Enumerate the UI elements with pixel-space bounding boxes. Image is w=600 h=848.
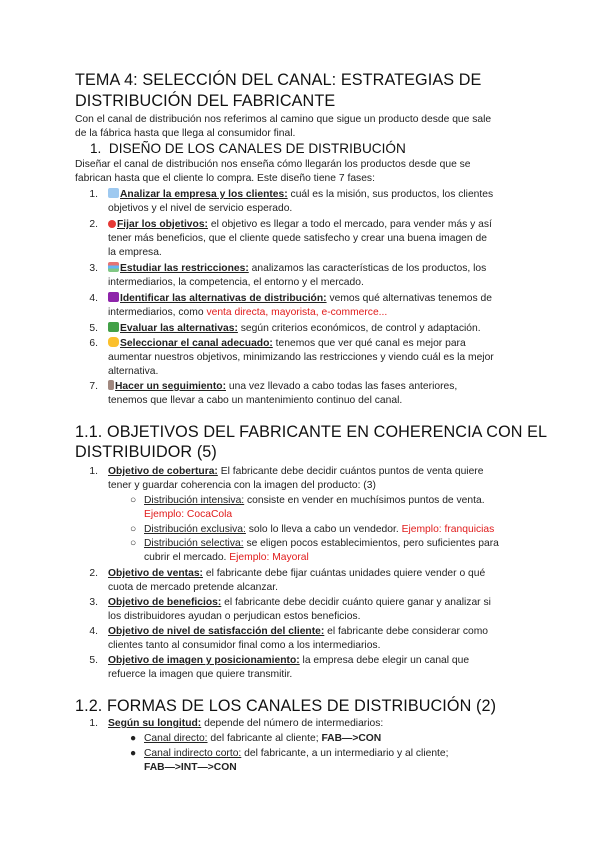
sub-text: consiste en vender en muchísimos puntos de venta. bbox=[244, 495, 485, 506]
item-label: Objetivo de nivel de satisfacción del cliente: bbox=[108, 626, 325, 637]
sub-text: del fabricante, a un intermediario y al cliente; bbox=[241, 748, 449, 759]
sub-bullet-dot: ● bbox=[130, 748, 137, 759]
list-number: 5. bbox=[89, 655, 98, 666]
item-text: según criterios económicos, de control y adaptación. bbox=[237, 323, 481, 334]
item-text: analizamos las características de los productos, los bbox=[248, 263, 487, 274]
list-item bbox=[108, 717, 383, 731]
list-number: 3. bbox=[89, 597, 98, 608]
sub-text: solo lo lleva a cabo un vendedor. bbox=[245, 524, 402, 535]
list-item-cont: aumentar nuestros objetivos, minimizando las restricciones y viendo cuál es la mejor bbox=[108, 352, 494, 363]
item-text: vemos qué alternativas tenemos de bbox=[326, 293, 492, 304]
item-label: Fijar los objetivos: bbox=[117, 219, 208, 230]
sub-bullet-dot: ● bbox=[130, 733, 137, 744]
item-text: el fabricante debe considerar como bbox=[324, 626, 489, 637]
sub-label: Canal indirecto corto: bbox=[144, 748, 242, 759]
list-item-cont: alternativa. bbox=[108, 366, 159, 377]
section1-intro-line2: fabrican hasta que el cliente lo compra. Este diseño tiene 7 fases: bbox=[75, 173, 375, 184]
item-text: cuál es la misión, sus productos, los clientes bbox=[287, 189, 494, 200]
list-item bbox=[108, 218, 492, 232]
list-item-cont: cuota de mercado pretende alcanzar. bbox=[108, 582, 279, 593]
list-item-cont: tenemos que llevar a cabo un mantenimiento continuo del canal. bbox=[108, 395, 403, 406]
list-number: 4. bbox=[89, 293, 98, 304]
list-number: 1. bbox=[89, 189, 98, 200]
sub-label: Distribución selectiva: bbox=[144, 538, 244, 549]
list-item-cont: la empresa. bbox=[108, 247, 162, 258]
list-item-cont: tener y guardar coherencia con la imagen del producto: (3) bbox=[108, 480, 376, 491]
item-label: Hacer un seguimiento: bbox=[115, 381, 226, 392]
sub-bullet-circle: ○ bbox=[130, 538, 137, 549]
walker-icon bbox=[108, 380, 114, 390]
section1-heading bbox=[90, 141, 406, 156]
doc-title-line1: TEMA 4: SELECCIÓN DEL CANAL: ESTRATEGIAS DE bbox=[75, 71, 482, 89]
item-text: una vez llevado a cabo todas las fases anteriores, bbox=[226, 381, 458, 392]
list-number: 7. bbox=[89, 381, 98, 392]
sub-text: cubrir el mercado. bbox=[144, 552, 230, 563]
section11-title-line1: 1.1. OBJETIVOS DEL FABRICANTE EN COHERENCIA CON EL bbox=[75, 423, 548, 441]
sub-label: Canal directo: bbox=[144, 733, 208, 744]
sub-list-item bbox=[144, 537, 499, 551]
item-example: venta directa, mayorista, e-commerce... bbox=[206, 307, 388, 318]
sub-list-item bbox=[144, 494, 485, 508]
list-item-cont bbox=[108, 306, 387, 320]
sub-list-item bbox=[144, 747, 449, 761]
item-text: el objetivo es llegar a todo el mercado, para vender más y así bbox=[207, 219, 492, 230]
list-number: 1. bbox=[89, 718, 98, 729]
list-item bbox=[108, 262, 486, 276]
sub-bullet-circle: ○ bbox=[130, 495, 137, 506]
item-label: Objetivo de cobertura: bbox=[108, 466, 218, 477]
section1-title: DISEÑO DE LOS CANALES DE DISTRIBUCIÓN bbox=[108, 141, 406, 156]
item-label: Seleccionar el canal adecuado: bbox=[120, 338, 273, 349]
list-item-cont: intermediarios, la competencia, el entorno y el mercado. bbox=[108, 277, 364, 288]
sub-list-item bbox=[144, 523, 494, 537]
check-icon bbox=[108, 322, 119, 332]
item-label: Objetivo de beneficios: bbox=[108, 597, 222, 608]
doc-title-line2: DISTRIBUCIÓN DEL FABRICANTE bbox=[75, 92, 336, 110]
list-item bbox=[108, 380, 457, 394]
item-label: Evaluar las alternativas: bbox=[120, 323, 238, 334]
list-item bbox=[108, 322, 481, 336]
list-number: 5. bbox=[89, 323, 98, 334]
list-number: 2. bbox=[89, 568, 98, 579]
item-label: Identificar las alternativas de distribución: bbox=[120, 293, 327, 304]
section12-title: 1.2. FORMAS DE LOS CANALES DE DISTRIBUCIÓN (2) bbox=[75, 697, 497, 715]
sub-list-item bbox=[144, 732, 381, 746]
item-text: depende del número de intermediarios: bbox=[201, 718, 384, 729]
item-text: tenemos que ver qué canal es mejor para bbox=[272, 338, 466, 349]
list-number: 4. bbox=[89, 626, 98, 637]
sub-text: del fabricante al cliente; bbox=[207, 733, 322, 744]
list-item bbox=[108, 596, 491, 610]
sub-flow: FAB—>INT—>CON bbox=[144, 762, 237, 773]
item-text: intermediarios, como bbox=[108, 307, 207, 318]
item-label: Objetivo de imagen y posicionamiento: bbox=[108, 655, 300, 666]
sub-flow: FAB—>CON bbox=[321, 733, 382, 744]
list-item bbox=[108, 654, 469, 668]
list-item-cont: objetivos y el nivel de servicio esperado. bbox=[108, 203, 293, 214]
section1-number: 1. bbox=[90, 141, 102, 156]
magnifier-icon bbox=[108, 188, 119, 198]
sub-example: Ejemplo: CocaCola bbox=[144, 509, 233, 520]
list-item bbox=[108, 188, 493, 202]
sub-example: Ejemplo: Mayoral bbox=[229, 552, 309, 563]
item-label: Estudiar las restricciones: bbox=[120, 263, 249, 274]
intro-line2: de la fábrica hasta que llega al consumidor final. bbox=[75, 128, 296, 139]
item-text: la empresa debe elegir un canal que bbox=[299, 655, 470, 666]
item-text: el fabricante debe fijar cuántas unidades quiere vender o qué bbox=[203, 568, 486, 579]
list-item-cont: tener más beneficios, que el cliente quede satisfecho y crear una buena imagen de bbox=[108, 233, 487, 244]
item-text: El fabricante debe decidir cuántos puntos de venta quiere bbox=[217, 466, 484, 477]
item-label: Según su longitud: bbox=[108, 718, 202, 729]
list-item bbox=[108, 337, 466, 351]
item-text: el fabricante debe decidir cuánto quiere ganar y analizar si bbox=[221, 597, 491, 608]
sub-text: se eligen pocos establecimientos, pero suficientes para bbox=[243, 538, 499, 549]
list-item bbox=[108, 292, 492, 306]
thumbs-up-icon bbox=[108, 337, 119, 347]
list-item-cont: refuerce la imagen que quiere transmitir. bbox=[108, 669, 293, 680]
sub-list-item-cont bbox=[144, 551, 309, 565]
sub-example: Ejemplo: franquicias bbox=[401, 524, 495, 535]
list-item bbox=[108, 465, 483, 479]
item-label: Analizar la empresa y los clientes: bbox=[120, 189, 288, 200]
list-number: 1. bbox=[89, 466, 98, 477]
intro-line1: Con el canal de distribución nos referimos al camino que sigue un producto desde que sale bbox=[75, 114, 492, 125]
list-item bbox=[108, 625, 488, 639]
list-number: 6. bbox=[89, 338, 98, 349]
list-item bbox=[108, 567, 485, 581]
list-item-cont: clientes tanto al consumidor final como a los intermediarios. bbox=[108, 640, 381, 651]
books-icon bbox=[108, 262, 119, 272]
list-number: 3. bbox=[89, 263, 98, 274]
sub-label: Distribución intensiva: bbox=[144, 495, 245, 506]
sub-bullet-circle: ○ bbox=[130, 524, 137, 535]
id-icon bbox=[108, 292, 119, 302]
pushpin-icon bbox=[108, 220, 116, 228]
sub-label: Distribución exclusiva: bbox=[144, 524, 246, 535]
list-number: 2. bbox=[89, 219, 98, 230]
list-item-cont: los distribuidores ayudan o perjudican estos beneficios. bbox=[108, 611, 361, 622]
section1-intro-line1: Diseñar el canal de distribución nos enseña cómo llegarán los productos desde que se bbox=[75, 159, 471, 170]
item-label: Objetivo de ventas: bbox=[108, 568, 203, 579]
section11-title-line2: DISTRIBUIDOR (5) bbox=[75, 443, 217, 461]
